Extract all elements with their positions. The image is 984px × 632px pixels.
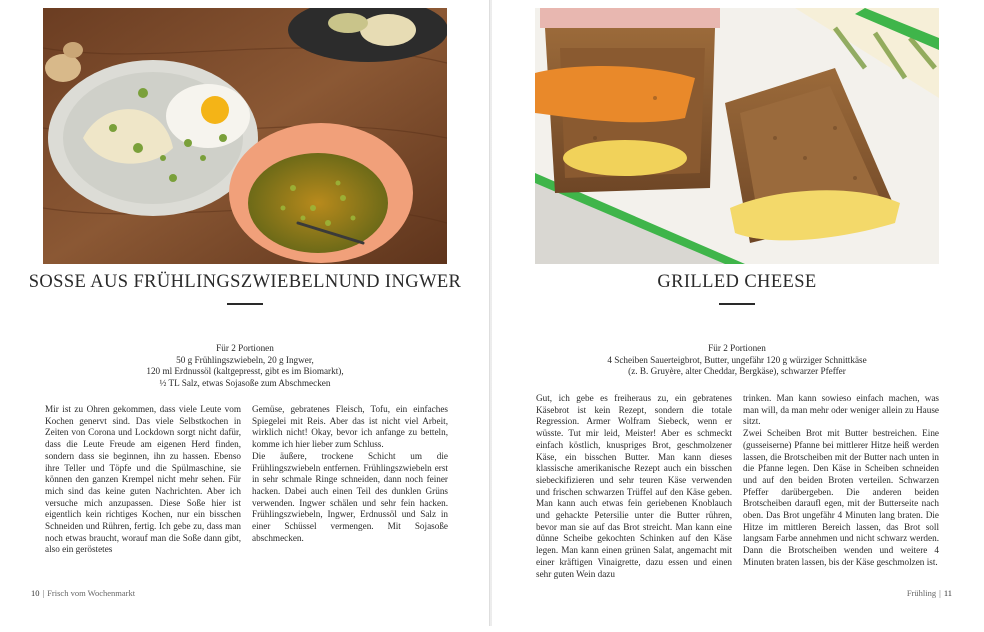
recipe-title: GRILLED CHEESE	[657, 272, 817, 292]
title-divider	[227, 303, 263, 305]
section-name: Frisch vom Wochenmarkt	[47, 588, 136, 598]
title-divider	[719, 303, 755, 305]
body-paragraph: Gemüse, gebratenes Fleisch, Tofu, ein einfaches Spiegelei mit Reis. Aber das ist nicht viel Arbeit, wirklich nicht! Okay, bevor ich anfange zu betteln, komme ich hier lieber zum Schluss.	[252, 404, 448, 450]
servings-line: Für 2 Portionen	[216, 343, 274, 353]
ingredients-line: 50 g Frühlingszwiebeln, 20 g Ingwer,	[176, 354, 314, 365]
body-paragraph: Gut, ich gebe es freiheraus zu, ein gebratenes Käsebrot ist kein Rezept, sondern die totale Regression. Armer Wolfram Siebeck, wenn er wüsste. Tut mir leid, Meister! Aber es schmeckt einfach köstlich, knuspriges Brot, geschmolzener Käse, ein bisschen Butter. Man kann dieses klassische amerikanische Rezept auch ein bisschen siebeckifizieren und sehr teuren Käse verwenden und frischen schwarzen Trüffel auf den Käse geben. Man kann auch etwas fein geriebenen Knoblauch und gehackte Petersilie unter die Butter rühren, bevor man sie auf das Brot streicht. Man kann eine dünne Scheibe gekochten Schinken auf den Käse legen. Man kann einen grünen Salat, angemacht mit einer kräftigen Vinaigrette, dazu essen und einen sehr guten Wein dazu	[536, 393, 732, 579]
ingredients-block	[492, 343, 982, 378]
ingredients-block	[0, 343, 490, 389]
recipe-title: SOSSE AUS FRÜHLINGSZWIEBELNUND INGWER	[28, 272, 462, 292]
photo-grilled-cheese-illustration	[535, 8, 939, 264]
photo-sauce-illustration	[43, 8, 447, 264]
body-column-1	[45, 404, 241, 556]
body-column-2	[252, 404, 448, 544]
servings-line: Für 2 Portionen	[708, 343, 766, 353]
photo-sauce	[43, 8, 447, 264]
right-page	[492, 0, 982, 626]
ingredients-line: 4 Scheiben Sauerteigbrot, Butter, ungefähr 120 g würziger Schnittkäse	[607, 354, 867, 365]
ingredients-line: (z. B. Gruyère, alter Cheddar, Bergkäse), schwarzer Pfeffer	[628, 366, 846, 377]
page-number: 11	[943, 588, 952, 598]
section-name: Frühling	[906, 588, 937, 598]
body-column-1	[536, 393, 732, 580]
ingredients-line: 120 ml Erdnussöl (kaltgepresst, gibt es im Biomarkt),	[146, 366, 344, 377]
page-number: 10	[31, 588, 40, 598]
body-paragraph: trinken. Man kann sowieso einfach machen, was man will, da man mehr oder weniger allein zu Hause sitzt.	[743, 393, 939, 427]
body-paragraph: Mir ist zu Ohren gekommen, dass viele Leute vom Kochen genervt sind. Das viele Selbstkochen in Zeiten von Corona und Lockdown sorgt nicht dafür, dass die Leute Freude am eigenen Herd finden, sondern dass sie beginnen, ihn zu hassen. Ebenso ihre Teller und Töpfe und die Spülmaschine, sie können den ganzen Krempel nicht mehr sehen. Für mich sind das keine guten Nachrichten. Aber ich versuche mich anzupassen. Diese Soße hier ist eigentlich kein richtiges Kochen, nur ein bisschen Schneiden und Rühren, fertig. Ich gebe zu, dass man noch etwas braucht, worauf man die Soße dann gibt, also ein geröstetes	[45, 404, 241, 555]
page-footer: 10 | Frisch vom Wochenmarkt	[31, 588, 136, 598]
page-footer: Frühling | 11	[906, 588, 952, 598]
body-paragraph: Die äußere, trockene Schicht um die Frühlingszwiebeln entfernen. Frühlingszwiebeln erst in sehr schmale Ringe schneiden, dann noch feiner hacken. Dabei auch einen Teil des dunklen Grüns verwenden. Ingwer schälen und sehr fein hacken. Frühlingszwiebeln, Ingwer, Erdnussöl und Salz in einer Schüssel vermengen. Mit Sojasoße abschmecken.	[252, 450, 448, 543]
body-column-2	[743, 393, 939, 569]
photo-grilled-cheese	[535, 8, 939, 264]
left-page	[0, 0, 490, 626]
ingredients-line: ½ TL Salz, etwas Sojasoße zum Abschmecken	[159, 377, 331, 388]
body-paragraph: Zwei Scheiben Brot mit Butter bestreichen. Eine (gusseiserne) Pfanne bei mittlerer Hitze heiß werden lassen, die Brotscheiben mit der Butter nach unten in die Pfanne legen. Den Käse in Scheiben schneiden und auf den beiden Broten verteilen. Schwarzen Pfeffer darübergeben. Die anderen beiden Brotscheiben daraufl egen, mit der Butterseite nach oben. Das Brot ungefähr 4 Minuten lang braten. Die Hitze im mittleren Bereich lassen, das Brot soll langsam Farbe annehmen und nicht schwarz werden. Dann die Brotscheiben wenden und weitere 4 Minuten braten lassen, bis der Käse geschmolzen ist.	[743, 428, 939, 567]
